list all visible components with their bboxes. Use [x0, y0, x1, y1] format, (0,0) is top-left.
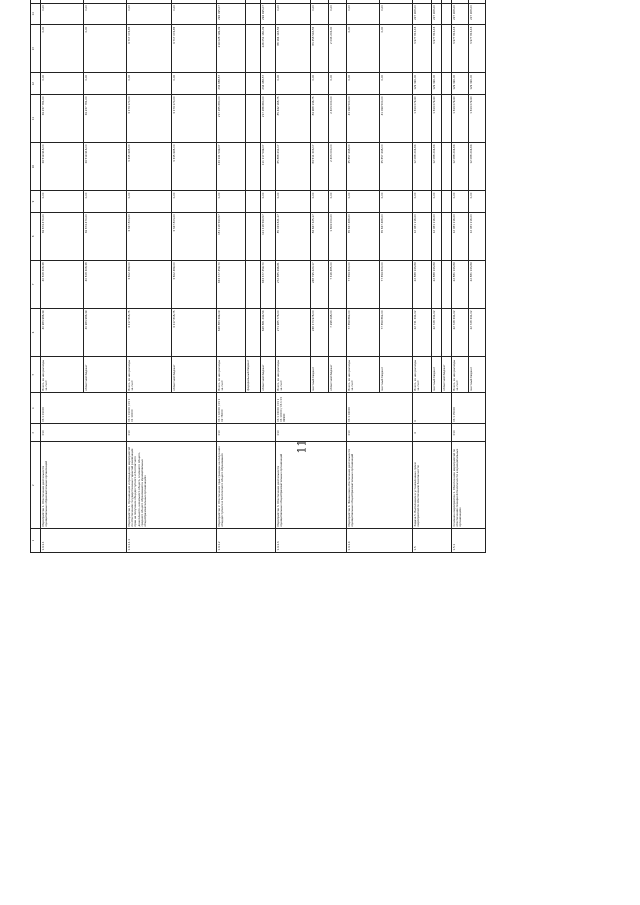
amount-cell: 77 659 600,00 — [347, 260, 380, 308]
amount-cell: 0,00 — [84, 3, 127, 25]
amount-cell: 22 731 341,02 — [413, 308, 432, 356]
amount-cell: 4 117 818,75 — [127, 308, 172, 356]
amount-cell: 129 390,00 — [413, 73, 432, 95]
amount-cell: 40 508 308,38 — [41, 260, 84, 308]
amount-cell: 0,00 — [413, 191, 432, 213]
table-row — [41, 0, 84, 553]
amount-cell: 0,00 — [84, 191, 127, 213]
amount-cell: 0,00 — [452, 191, 469, 213]
amount-cell: 0,00 — [172, 73, 217, 95]
amount-cell: 129 390,00 — [432, 73, 442, 95]
column-number: 14 — [31, 3, 41, 25]
row-csr: Х — [413, 393, 452, 424]
amount-cell: 0,00 — [172, 191, 217, 213]
amount-cell — [442, 73, 452, 95]
amount-cell: 0,00 — [380, 3, 413, 25]
amount-cell: 2 403 000,00 — [329, 143, 347, 191]
amount-cell: 234 456,57 — [261, 73, 276, 95]
amount-cell — [442, 25, 452, 73]
amount-cell: 1 614 079,90 — [413, 94, 432, 142]
row-csr: 03 1 04000 — [347, 393, 413, 424]
row-source: Всего, из них расходы за счет: — [347, 357, 380, 393]
amount-cell: 22 888 143,89 — [432, 260, 442, 308]
amount-cell — [246, 143, 261, 191]
amount-cell — [246, 25, 261, 73]
amount-cell: 129 390,00 — [452, 73, 469, 95]
amount-cell: 12 081 116,00 — [469, 212, 486, 260]
amount-cell: 22 888 143,89 — [413, 260, 432, 308]
amount-cell — [442, 3, 452, 25]
amount-cell: 3 174 170,00 — [127, 94, 172, 142]
amount-cell: 2 043 203,00 — [329, 25, 347, 73]
amount-cell: 39 237 781,00 — [84, 94, 127, 142]
row-name: Мероприятие 1. Организация и проведение мероприятий по обеспечению государственных гарантий реализации прав на получение общедоступного и бесплатного дошкольного, начального общего, основного общего, среднего общего образования в муниципальных общеобразовательных организациях — [127, 442, 217, 529]
amount-cell: 3 335 995,00 — [127, 143, 172, 191]
amount-cell — [347, 0, 380, 3]
amount-cell: 3 977 813,16 — [469, 25, 486, 73]
row-source: Всего, из них расходы за счет: — [41, 357, 84, 393]
amount-cell — [246, 308, 261, 356]
amount-cell: 0,00 — [41, 191, 84, 213]
amount-cell: 22 728 341,02 — [469, 308, 486, 356]
amount-cell — [442, 191, 452, 213]
amount-cell: 0,00 — [329, 73, 347, 95]
table-row — [413, 0, 432, 553]
column-number: 3 — [31, 424, 41, 442]
amount-cell: 219 028 199,09 — [217, 25, 246, 73]
amount-cell: 40 983 986,39 — [84, 308, 127, 356]
column-number: 9 — [31, 191, 41, 213]
amount-cell: 12 088 204,64 — [413, 143, 432, 191]
row-csr: 03 1 01000 — [41, 393, 127, 424]
column-number: 5 — [31, 357, 41, 393]
amount-cell: 0,00 — [347, 25, 380, 73]
amount-cell — [41, 0, 84, 3]
amount-cell: 1 614 079,90 — [432, 94, 442, 142]
amount-cell: 39 237 781,00 — [41, 94, 84, 142]
amount-cell: 88 164 118,55 — [276, 25, 311, 73]
amount-cell — [452, 0, 469, 3]
amount-cell — [442, 212, 452, 260]
amount-cell: 226 051 160,09 — [261, 25, 276, 73]
amount-cell — [442, 260, 452, 308]
amount-cell: 111 117 549,07 — [261, 143, 276, 191]
row-name: Мероприятие 1. Обеспечение деятельности муниципальных образовательных организаций — [41, 442, 127, 529]
amount-cell: 3 977 813,16 — [452, 25, 469, 73]
amount-cell: 12 088 204,64 — [432, 143, 442, 191]
row-grbs: 010 — [347, 424, 413, 442]
document-frame — [30, 5, 560, 885]
amount-cell: 35 637 468,00 — [380, 212, 413, 260]
amount-cell — [442, 0, 452, 3]
amount-cell: 272 885 296,81 — [276, 260, 311, 308]
amount-cell — [311, 0, 329, 3]
row-source: Всего, из них расходы за счет: — [127, 357, 172, 393]
column-number: 6 — [31, 308, 41, 356]
amount-cell — [246, 191, 261, 213]
amount-cell: 39 519 916,00 — [84, 143, 127, 191]
row-source: областной бюджет — [84, 357, 127, 393]
amount-cell: 3 335 995,00 — [172, 143, 217, 191]
amount-cell: 3 174 170,00 — [172, 94, 217, 142]
amount-cell: 628 881 242,54 — [261, 308, 276, 356]
amount-cell: 0,00 — [276, 191, 311, 213]
amount-cell: 628 883 399,09 — [217, 308, 246, 356]
amount-cell: 294 495,07 — [261, 3, 276, 25]
amount-cell: 12 081 116,00 — [452, 212, 469, 260]
amount-cell: 0,00 — [380, 25, 413, 73]
amount-cell: 0,00 — [84, 25, 127, 73]
amount-cell: 0,00 — [127, 191, 172, 213]
amount-cell: 1 614 079,90 — [469, 94, 486, 142]
column-number: 4 — [31, 393, 41, 424]
amount-cell: 3 602 489,00 — [127, 260, 172, 308]
row-csr: 03 1 05000 — [452, 393, 486, 424]
amount-cell: 0,00 — [41, 25, 84, 73]
table-row — [217, 0, 246, 553]
table-row — [127, 0, 172, 553]
column-number: 7 — [31, 260, 41, 308]
amount-cell: 39 519 916,00 — [41, 143, 84, 191]
amount-cell: 22 728 341,02 — [432, 308, 442, 356]
row-grbs: 010 — [452, 424, 486, 442]
row-grbs: 010 — [41, 424, 127, 442]
amount-cell: 0,00 — [127, 73, 172, 95]
row-name: Мероприятие 3. Обеспечение деятельности муниципальных общеобразовательных организаций — [276, 442, 347, 529]
amount-cell: 4 717 074,65 — [127, 25, 172, 73]
amount-cell — [246, 212, 261, 260]
amount-cell: 0,00 — [276, 3, 311, 25]
amount-cell — [276, 0, 311, 3]
amount-cell: 633 377 459,70 — [217, 260, 246, 308]
amount-cell: 111 118 590,57 — [261, 212, 276, 260]
row-grbs: 010 — [127, 424, 217, 442]
row-source: местный бюджет — [311, 357, 329, 393]
amount-cell — [84, 0, 127, 3]
amount-cell: 84 647 325,17 — [311, 212, 329, 260]
amount-cell: 3 337 803,00 — [172, 212, 217, 260]
amount-cell: 0,00 — [347, 191, 380, 213]
amount-cell: 217 285 680,00 — [217, 94, 246, 142]
amount-cell: 0,00 — [329, 3, 347, 25]
amount-cell: 12 081 116,00 — [413, 212, 432, 260]
amount-cell — [329, 0, 347, 3]
row-grbs: 010 — [217, 424, 276, 442]
amount-cell: 0,00 — [217, 191, 246, 213]
row-source: федеральный бюджет — [246, 357, 261, 393]
row-code: 1.5.1 — [452, 528, 486, 552]
row-code: 1.4.1.1 — [41, 528, 127, 552]
amount-cell: 248 173 978,00 — [311, 308, 329, 356]
row-name: Мероприятие 2. Обеспечение прав граждан на получение общедоступного и бесплатного общего образования — [217, 442, 276, 529]
amount-cell: 0,00 — [380, 73, 413, 95]
amount-cell: 0,00 — [432, 191, 442, 213]
budget-table — [30, 0, 486, 553]
amount-cell: 0,00 — [347, 3, 380, 25]
amount-cell: 233 888,57 — [217, 73, 246, 95]
column-number: 2 — [31, 442, 41, 529]
amount-cell: 41 099 500,00 — [347, 94, 380, 142]
amount-cell: 227 908,00 — [452, 3, 469, 25]
amount-cell: 41 099 500,00 — [380, 94, 413, 142]
amount-cell: 35 657 448,00 — [380, 143, 413, 191]
amount-cell: 85 888 431,17 — [276, 143, 311, 191]
page-number: 11 — [295, 439, 309, 454]
table-row — [276, 0, 311, 553]
amount-cell: 40 983 986,39 — [41, 308, 84, 356]
amount-cell: 77 659 862,00 — [347, 308, 380, 356]
amount-cell — [442, 143, 452, 191]
amount-cell: 0,00 — [172, 3, 217, 25]
amount-cell — [413, 0, 432, 3]
column-number: 10 — [31, 143, 41, 191]
row-csr: 03 1 03000 / 03 1 03 10000 / 03 1 03 99990 — [276, 393, 347, 424]
amount-cell: 151 118 590,57 — [217, 212, 246, 260]
amount-cell: 271 985 776,00 — [276, 308, 311, 356]
rotated-table-wrapper — [30, 0, 560, 553]
row-grbs: Х — [413, 424, 452, 442]
amount-cell: 3 977 813,16 — [413, 25, 432, 73]
amount-cell: 12 088 204,64 — [452, 143, 469, 191]
amount-cell: 35 637 468,00 — [347, 212, 380, 260]
amount-cell: 0,00 — [261, 191, 276, 213]
row-source: областной бюджет — [442, 357, 452, 393]
row-source: областной бюджет — [329, 357, 347, 393]
amount-cell: 0,00 — [41, 3, 84, 25]
amount-cell: 633 377 459,70 — [261, 260, 276, 308]
row-source: областной бюджет — [261, 357, 276, 393]
amount-cell — [432, 0, 442, 3]
row-source: Всего, из них расходы за счет: — [276, 357, 311, 393]
row-code: 1.4.1.2 — [217, 528, 276, 552]
amount-cell: 1 609 000,00 — [329, 212, 347, 260]
column-number-row — [31, 0, 41, 553]
amount-cell: 12 088 204,64 — [469, 143, 486, 191]
amount-cell: 0,00 — [127, 3, 172, 25]
amount-cell: 39 674 470,00 — [84, 212, 127, 260]
amount-cell: 0,00 — [84, 73, 127, 95]
amount-cell: 129 390,00 — [469, 73, 486, 95]
amount-cell: 0,00 — [380, 191, 413, 213]
amount-cell: 22 728 341,02 — [452, 308, 469, 356]
amount-cell — [442, 94, 452, 142]
amount-cell — [442, 308, 452, 356]
amount-cell: 227 908,00 — [469, 3, 486, 25]
amount-cell: 3 602 489,00 — [172, 260, 217, 308]
amount-cell — [469, 0, 486, 3]
amount-cell — [246, 3, 261, 25]
amount-cell — [246, 94, 261, 142]
row-source: местный бюджет — [380, 357, 413, 393]
amount-cell: 7 316 485,00 — [329, 260, 347, 308]
amount-cell: 227 908,00 — [413, 3, 432, 25]
row-source: местный бюджет — [432, 357, 442, 393]
amount-cell — [380, 0, 413, 3]
row-code: 1.4.1.1.1 — [127, 528, 217, 552]
amount-cell: 4 717 074,65 — [172, 25, 217, 73]
row-name: Задача 5. Выполнение в установленные сроки мероприятий по обеспечению безопасности — [413, 442, 452, 529]
amount-cell: 85 033 821,17 — [276, 212, 311, 260]
row-csr: 03 1 01000 / 03 1 01 10000 — [127, 393, 217, 424]
amount-cell: 77 659 862,00 — [380, 308, 413, 356]
amount-cell: 83 358 516,55 — [311, 25, 329, 73]
row-grbs: 010 — [276, 424, 347, 442]
row-source: областной бюджет — [172, 357, 217, 393]
amount-cell: 35 657 448,00 — [347, 143, 380, 191]
amount-cell — [246, 0, 261, 3]
amount-cell: 2 403 000,00 — [329, 94, 347, 142]
table-row — [347, 0, 380, 553]
amount-cell: 248 795 220,17 — [311, 260, 329, 308]
amount-cell: 22 881 143,89 — [452, 260, 469, 308]
amount-cell: 84 968 136,75 — [311, 94, 329, 142]
amount-cell: 217 286 660,00 — [261, 94, 276, 142]
column-number: 11 — [31, 94, 41, 142]
row-source: Всего, из них расходы за счет: — [217, 357, 246, 393]
row-csr: 03 1 02000 / 03 1 02 76000 — [217, 393, 276, 424]
amount-cell: 227 908,00 — [432, 3, 442, 25]
amount-cell: 12 081 116,00 — [432, 212, 442, 260]
amount-cell: 294 095,07 — [217, 3, 246, 25]
amount-cell: 85 442 168,75 — [276, 94, 311, 142]
amount-cell — [246, 73, 261, 95]
column-number: 12 — [31, 73, 41, 95]
amount-cell: 40 508 308,38 — [84, 260, 127, 308]
amount-cell: 22 881 143,89 — [469, 260, 486, 308]
amount-cell: 0,00 — [311, 3, 329, 25]
amount-cell: 77 659 600,00 — [380, 260, 413, 308]
column-number — [31, 0, 41, 3]
amount-cell: 0,00 — [329, 191, 347, 213]
row-code: 1.4.1.4 — [347, 528, 413, 552]
amount-cell: 1 614 079,90 — [452, 94, 469, 142]
amount-cell: 7 298 298,00 — [329, 308, 347, 356]
amount-cell: 3 977 813,16 — [432, 25, 442, 73]
amount-cell: 39 674 470,00 — [41, 212, 84, 260]
column-number: 1 — [31, 528, 41, 552]
amount-cell: 84 511 303,17 — [311, 143, 329, 191]
row-source: Всего, из них расходы за счет: — [452, 357, 469, 393]
amount-cell — [127, 0, 172, 3]
row-name: Основное мероприятие 1. Обеспечение мероприятий по обеспечению пожарной безопасности в муниципальных организациях — [452, 442, 486, 529]
row-code: 1.5 — [413, 528, 452, 552]
table-row — [452, 0, 469, 553]
table-body — [41, 0, 486, 553]
amount-cell — [246, 260, 261, 308]
amount-cell: 0,00 — [347, 73, 380, 95]
column-number: 8 — [31, 212, 41, 260]
amount-cell: 0,00 — [469, 191, 486, 213]
row-source: Всего, из них расходы за счет: — [413, 357, 432, 393]
column-number: 13 — [31, 25, 41, 73]
amount-cell: 3 337 803,00 — [127, 212, 172, 260]
row-name: Мероприятие 4. Финансовое обеспечение деятельности муниципальных общеобразовательных организаций — [347, 442, 413, 529]
amount-cell: 134 141 549,07 — [217, 143, 246, 191]
amount-cell — [172, 0, 217, 3]
amount-cell: 0,00 — [311, 191, 329, 213]
row-source: местный бюджет — [469, 357, 486, 393]
amount-cell — [261, 0, 276, 3]
amount-cell: 4 117 818,75 — [172, 308, 217, 356]
amount-cell: 0,00 — [311, 73, 329, 95]
amount-cell — [217, 0, 246, 3]
row-code: 1.4.1.3 — [276, 528, 347, 552]
amount-cell: 0,00 — [41, 73, 84, 95]
amount-cell: 0,00 — [276, 73, 311, 95]
